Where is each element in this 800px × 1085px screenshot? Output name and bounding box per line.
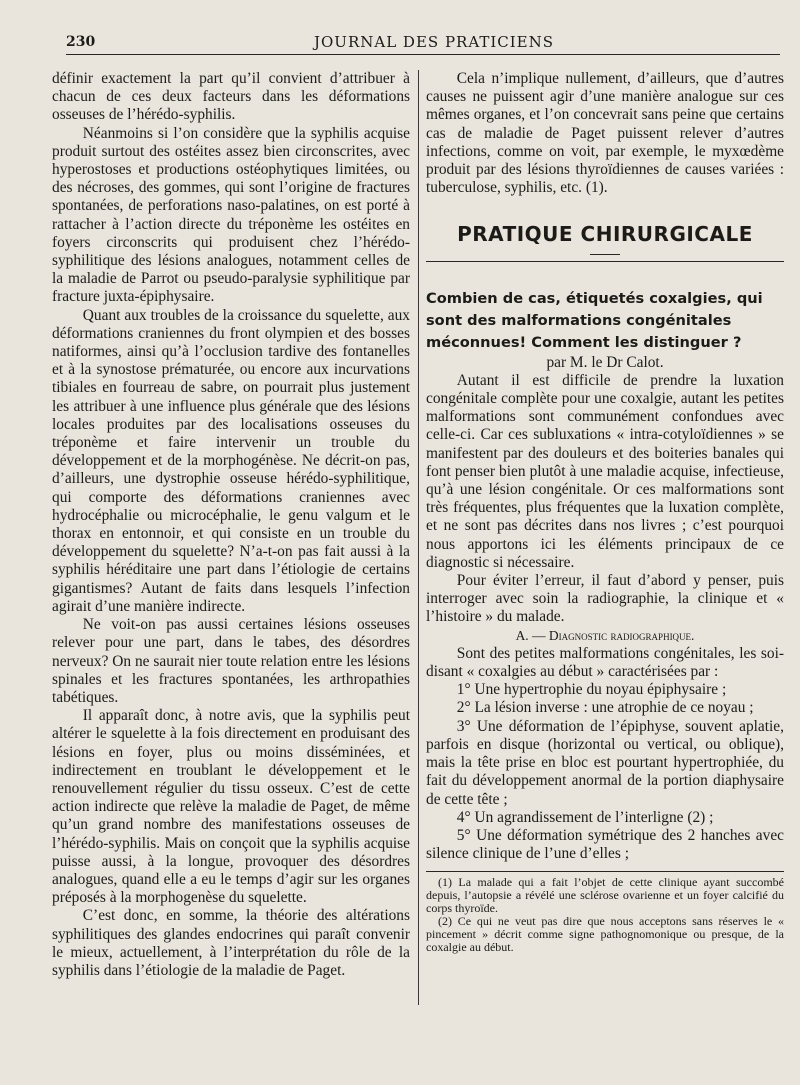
page-header — [66, 30, 780, 55]
subsection-heading: A. — Diagnostic radiographique. — [515, 627, 695, 643]
journal-title: JOURNAL DES PRATICIENS — [314, 33, 555, 51]
paragraph: Autant il est difficile de prendre la luxation congénitale complète pour une coxalgie, autant les petites malformations sont communément confondues avec celle-ci. Car ces subluxations « intra-cotyloïdiennes » se manifestent par des douleurs et des boiteries banales qui font penser bien plutôt à une maladie acquise, infectieuse, qu’à une lésion congénitale. Or ces malformations sont très fréquentes, plus fréquentes que la luxation complète, et ne sont pas décrites dans nos livres ; c’est pourquoi nous apportons ici les éléments principaux de ce diagnostic si nécessaire. — [426, 371, 784, 571]
list-item: 4° Un agrandissement de l’interligne (2) ; — [456, 808, 714, 826]
right-column — [426, 70, 784, 1020]
left-column — [52, 70, 410, 1020]
paragraph: définir exactement la part qu’il convient d’attribuer à chacun de ces deux facteurs dans les déformations osseuses de l’hérédo-syphilis. — [52, 70, 410, 124]
section-divider — [426, 261, 784, 262]
paragraph: Ne voit-on pas aussi certaines lésions osseuses relever pour une part, dans le tabes, des désordres nerveux? On ne saurait nier toute relation entre les lésions spinales et les fractures spontanées, les arthropathies tabétiques. — [52, 616, 410, 706]
paragraph: Sont des petites malformations congénitales, les soi-disant « coxalgies au début » caractérisées par : — [426, 644, 784, 681]
footnote-rule — [426, 871, 784, 872]
page-number: 230 — [66, 34, 96, 50]
list-item: 3° Une déformation de l’épiphyse, souvent aplatie, parfois en disque (horizontal ou vertical, ou oblique), mais la tête prise en bloc est pourtant hypertrophiée, du fait du développement anormal de la portion diaphysaire de cette tête ; — [426, 717, 784, 808]
column-divider — [418, 70, 419, 1005]
paragraph: Il apparaît donc, à notre avis, que la syphilis peut altérer le squelette à la fois directement en produisant des lésions en foyer, plus ou moins disséminées, et indirectement en troublant le développement et le renouvellement régulier du tissu osseux. C’est de cette action indirecte que relève la maladie de Paget, de même qu’un grand nombre des manifestations osseuses de l’hérédo-syphilis. Mais on conçoit que la syphilis acquise puisse aussi, à la longue, provoquer des désordres analogues, quand elle a eu le temps d’agir sur les organes préposés à la morphogenèse du squelette. — [52, 707, 410, 907]
byline: par M. le Dr Calot. — [546, 353, 664, 371]
section-rule — [590, 254, 620, 255]
list-item: 1° Une hypertrophie du noyau épiphysaire ; — [456, 681, 727, 699]
article-title: Combien de cas, étiquetés coxalgies, qui sont des malformations congénitales méconnues! Comment les distinguer ? — [426, 289, 763, 351]
paragraph: Pour éviter l’erreur, il faut d’abord y penser, puis interroger avec soin la radiographie, la clinique et « l’histoire » du malade. — [426, 572, 784, 626]
footnote: (1) La malade qui a fait l’objet de cette clinique ayant succombé depuis, l’autopsie a révélé une sclérose ovarienne et un foyer calcifié du corps thyroïde. — [426, 875, 784, 916]
list-item: 5° Une déformation symétrique des 2 hanches avec silence clinique de l’une d’elles ; — [426, 826, 784, 863]
list-item: 2° La lésion inverse : une atrophie de ce noyau ; — [456, 699, 754, 717]
paragraph: C’est donc, en somme, la théorie des altérations syphilitiques des glandes endocrines qui paraît convenir le mieux, actuellement, à l’interprétation du rôle de la syphilis dans l’étiologie de la maladie de Paget. — [52, 907, 410, 979]
paragraph: Quant aux troubles de la croissance du squelette, aux déformations craniennes du front olympien et des bosses natiformes, ainsi qu’à l’occlusion tardive des fontanelles et à la synostose prématurée, ou encore aux incurvations tibiales en fourreau de sabre, on pourrait plus justement les attribuer à une influence plus générale que des lésions locales produites par des localisations osseuses du tréponème et faire intervenir un trouble du développement et de la morphogénèse. Ne décrit-on pas, d’ailleurs, une dystrophie osseuse hérédo-syphilitique, qui comporte des déformations craniennes avec hydrocéphalie ou microcéphalie, le genu valgum et le thorax en entonnoir, et qui consiste en un trouble du développement du squelette? N’a-t-on pas fait aussi à la syphilis héréditaire une part dans l’étiologie de certains gigantismes? Autant de faits dans lesquels l’infection agirait d’une manière indirecte. — [52, 306, 410, 615]
footnote: (2) Ce qui ne veut pas dire que nous acceptons sans réserves le « pincement » décrit comme signe pathognomonique ou presque, de la coxalgie au début. — [426, 914, 784, 955]
paragraph: Cela n’implique nullement, d’ailleurs, que d’autres causes ne puissent agir d’une manière analogue sur ces mêmes organes, et l’on concevrait sans peine que certains cas de maladie de Paget puissent relever d’autres infections, comme on voit, par exemple, le myxœdème produit par des lésions thyroïdiennes de causes variées : tuberculose, syphilis, etc. (1). — [426, 70, 784, 197]
footnotes — [426, 876, 784, 954]
section-title: PRATIQUE CHIRURGICALE — [457, 222, 753, 247]
paragraph: Néanmoins si l’on considère que la syphilis acquise produit surtout des ostéites assez bien circonscrites, avec hyperostoses et productions ostéophytiques limitées, ou des nécroses, des gommes, qui sont l’origine de fractures spontanées, de perforations naso-palatines, on est porté à rattacher à l’action directe du tréponème les ostéites en foyers circonscrits qui produisent chez l’hérédo-syphilitique des lésions analogues, notamment celles de la maladie de Parrot ou pseudo-paralysie syphilitique par fracture juxta-épiphysaire. — [52, 124, 410, 306]
